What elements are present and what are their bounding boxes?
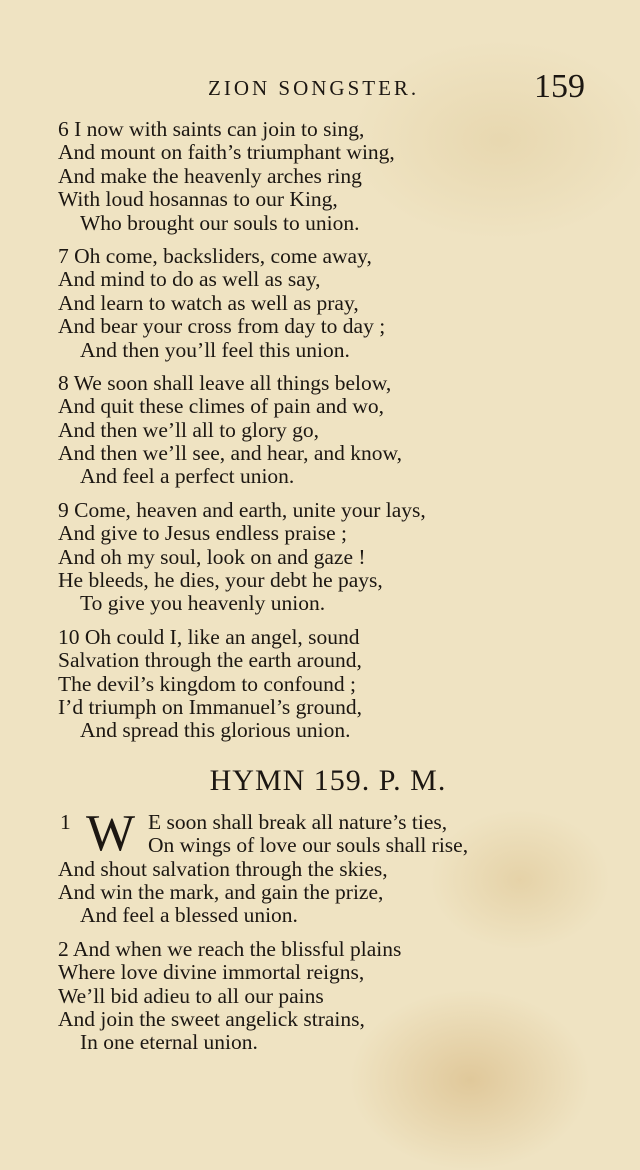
verse-line: And win the mark, and gain the prize,: [58, 879, 384, 904]
running-title: ZION SONGSTER.: [208, 76, 420, 100]
verse-line: And then we’ll all to glory go,: [58, 417, 319, 442]
verse-line: Where love divine immortal reigns,: [58, 960, 365, 985]
stanza-9: [58, 499, 618, 616]
verse-line: And feel a perfect union.: [80, 464, 295, 489]
stanza-10: [58, 626, 618, 743]
verse-line: On wings of love our souls shall rise,: [148, 833, 469, 858]
verse-line: 9 Come, heaven and earth, unite your lays,: [58, 497, 426, 522]
verse-line: 6 I now with saints can join to sing,: [58, 117, 365, 141]
verse-line: And give to Jesus endless praise ;: [58, 521, 348, 546]
verse-line: 7 Oh come, backsliders, come away,: [58, 243, 372, 268]
verse-line: And join the sweet angelick strains,: [58, 1006, 365, 1031]
verse-line: He bleeds, he dies, your debt he pays,: [58, 568, 383, 593]
hymn-text: [58, 118, 618, 1065]
verse-line: 2 And when we reach the blissful plains: [58, 936, 402, 961]
stanza-8: [58, 372, 618, 489]
verse-line: And then we’ll see, and hear, and know,: [58, 441, 403, 466]
hymn-stanza-2: [58, 938, 618, 1055]
verse-line: And mount on faith’s triumphant wing,: [58, 140, 395, 165]
verse-line: E soon shall break all nature’s ties,: [148, 809, 448, 834]
page-number: 159: [534, 68, 585, 105]
verse-line: And shout salvation through the skies,: [58, 856, 388, 881]
verse-line: We’ll bid adieu to all our pains: [58, 983, 324, 1008]
verse-line: And learn to watch as well as pray,: [58, 290, 359, 315]
verse-line: The devil’s kingdom to confound ;: [58, 671, 356, 696]
verse-line: Who brought our souls to union.: [80, 210, 360, 235]
hymn-title: HYMN 159. P. M.: [209, 763, 447, 797]
verse-line: And bear your cross from day to day ;: [58, 314, 386, 339]
stanza-number: 1: [60, 809, 71, 834]
stanza-6: [58, 118, 618, 235]
verse-line: In one eternal union.: [80, 1030, 258, 1055]
verse-line: With loud hosannas to our King,: [58, 187, 338, 212]
verse-line: And then you’ll feel this union.: [80, 337, 350, 362]
verse-line: And mind to do as well as say,: [58, 267, 321, 292]
verse-line: And spread this glorious union.: [80, 718, 351, 743]
verse-line: And make the heavenly arches ring: [58, 163, 362, 188]
stanza-7: [58, 245, 618, 362]
verse-line: And quit these climes of pain and wo,: [58, 394, 385, 419]
verse-line: And feel a blessed union.: [80, 903, 298, 928]
verse-line: To give you heavenly union.: [80, 591, 326, 616]
drop-cap: W: [86, 804, 136, 862]
verse-line: Salvation through the earth around,: [58, 648, 362, 673]
page-header: [0, 66, 640, 106]
hymn-stanza-1: [58, 804, 618, 928]
verse-line: And oh my soul, look on and gaze !: [58, 544, 366, 569]
verse-line: I’d triumph on Immanuel’s ground,: [58, 694, 362, 719]
verse-line: 10 Oh could I, like an angel, sound: [58, 624, 360, 649]
verse-line: 8 We soon shall leave all things below,: [58, 370, 392, 395]
